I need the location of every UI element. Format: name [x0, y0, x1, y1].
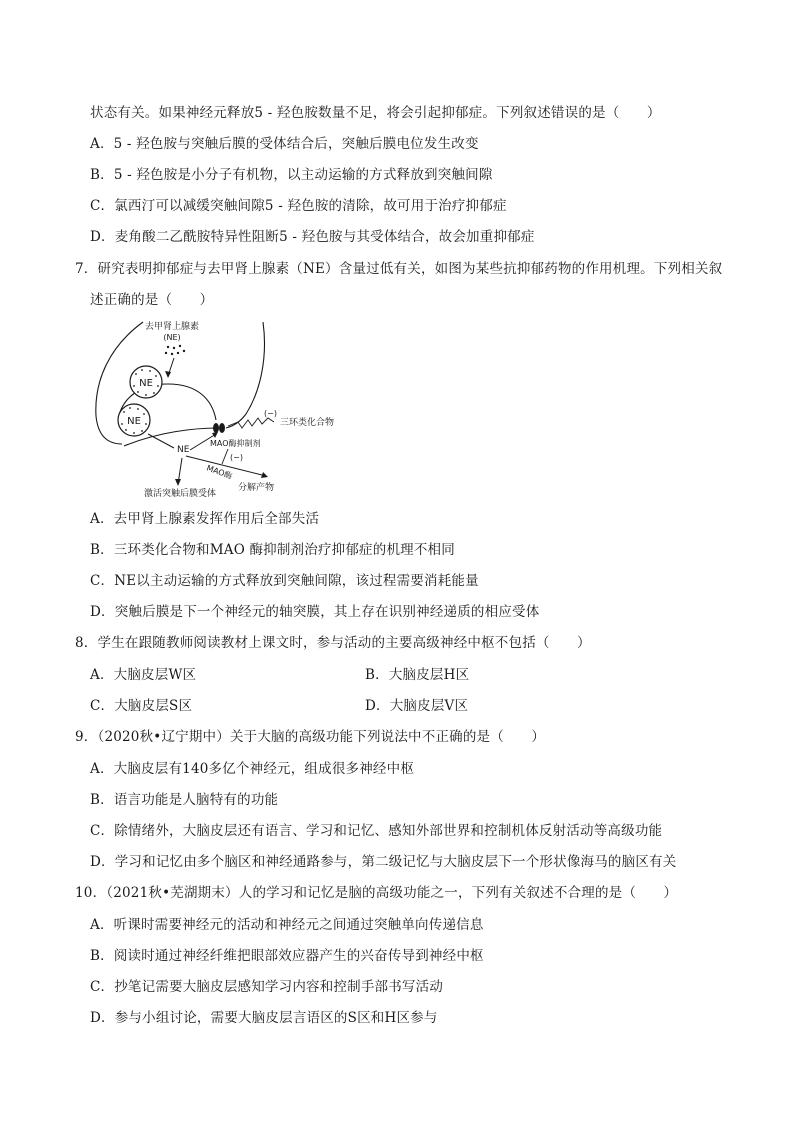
synapse-diagram — [88, 318, 368, 498]
q7-stem-line2: 述正确的是（ ） — [90, 292, 214, 308]
drug-tricyclic: 三环类化合物 — [280, 418, 335, 428]
inhibit-mark-1: (−) — [264, 409, 277, 418]
q9-option-b: B．语言功能是人脑特有的功能 — [90, 792, 279, 808]
product-label: 分解产物 — [238, 483, 275, 493]
q8-stem: 8．学生在跟随教师阅读教材上课文时，参与活动的主要高级神经中枢不包括（ ） — [75, 635, 591, 651]
q7-stem-line1: 7．研究表明抑郁症与去甲肾上腺素（NE）含量过低有关，如图为某些抗抑郁药物的作用机理。下列相关叙 — [75, 261, 723, 277]
q8-option-b: B．大脑皮层H区 — [365, 667, 470, 683]
mao-label: MAO酶 — [205, 463, 234, 481]
q8-option-d: D．大脑皮层V区 — [365, 698, 469, 714]
q10-stem: 10．（2021秋•芜湖期末）人的学习和记忆是脑的高级功能之一，下列有关叙述不合理的是（ ） — [75, 885, 678, 901]
q6-option-d: D．麦角酸二乙酰胺特异性阻断5 - 羟色胺与其受体结合，故会加重抑郁症 — [90, 229, 535, 245]
q9-option-a: A．大脑皮层有140多亿个神经元，组成很多神经中枢 — [90, 761, 415, 777]
drug-mao-inhibitor: MAO酶抑制剂 — [210, 439, 261, 448]
q9-stem: 9．（2020秋•辽宁期中）关于大脑的高级功能下列说法中不正确的是（ ） — [75, 729, 546, 745]
q6-stem-tail: 状态有关。如果神经元释放5 - 羟色胺数量不足，将会引起抑郁症。下列叙述错误的是（ ） — [90, 105, 661, 121]
q7-option-d: D．突触后膜是下一个神经元的轴突膜，其上存在识别神经递质的相应受体 — [90, 604, 540, 620]
ne-dots-top — [165, 345, 185, 355]
q7-option-c: C．NE以主动运输的方式释放到突触间隙，该过程需要消耗能量 — [90, 573, 479, 589]
q9-option-d: D．学习和记忆由多个脑区和神经通路参与，第二级记忆与大脑皮层下一个形状像海马的脑区有关 — [90, 854, 677, 870]
q6-option-a: A．5 - 羟色胺与突触后膜的受体结合后，突触后膜电位发生改变 — [90, 136, 479, 152]
q10-option-c: C．抄笔记需要大脑皮层感知学习内容和控制手部书写活动 — [90, 979, 444, 995]
q7-option-a: A．去甲肾上腺素发挥作用后全部失活 — [90, 511, 320, 527]
q10-option-d: D．参与小组讨论，需要大脑皮层言语区的S区和H区参与 — [90, 1010, 438, 1026]
q6-option-c: C．氯西汀可以减缓突触间隙5 - 羟色胺的清除，故可用于治疗抑郁症 — [90, 198, 507, 214]
q7-option-b: B．三环类化合物和MAO 酶抑制剂治疗抑郁症的机理不相同 — [90, 542, 455, 558]
ne-label-top: 去甲肾上腺素 — [144, 322, 200, 332]
vesicle-2-label: NE — [127, 416, 141, 427]
inhibit-mark-2: (−) — [230, 453, 243, 462]
q6-option-b: B．5 - 羟色胺是小分子有机物，以主动运输的方式释放到突触间隙 — [90, 167, 493, 183]
q8-option-a: A．大脑皮层W区 — [90, 667, 197, 683]
transporter-left — [213, 423, 219, 433]
q10-option-a: A．听课时需要神经元的活动和神经元之间通过突触单向传递信息 — [90, 917, 484, 933]
ne-label-top-abbr: (NE) — [163, 333, 181, 342]
transporter-right — [219, 423, 225, 433]
receptor-label: 激活突触后膜受体 — [144, 489, 217, 498]
q8-option-c: C．大脑皮层S区 — [90, 698, 193, 714]
ne-free-label: NE — [177, 445, 190, 455]
q9-option-c: C．除情绪外，大脑皮层还有语言、学习和记忆、感知外部世界和控制机体反射活动等高级功能 — [90, 823, 663, 839]
vesicle-1-label: NE — [139, 378, 153, 389]
q10-option-b: B．阅读时通过神经纤维把眼部效应器产生的兴奋传导到神经中枢 — [90, 948, 484, 964]
